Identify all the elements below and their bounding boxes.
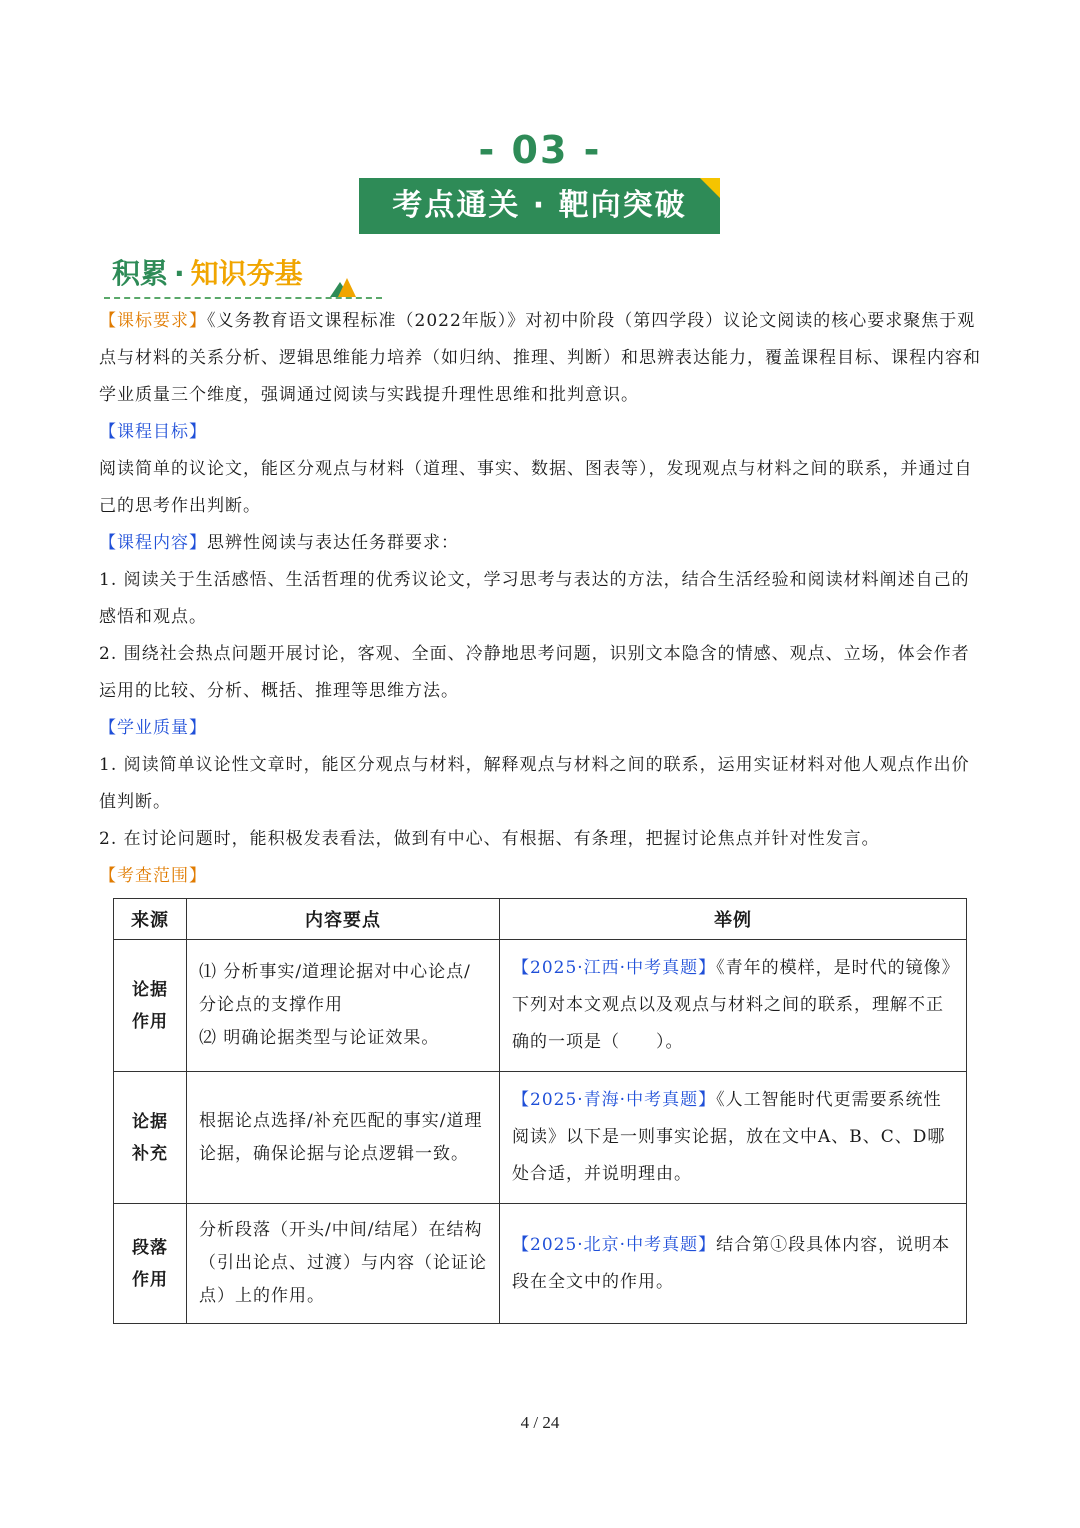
- subhead-knowledge: 知识夯基: [190, 257, 303, 290]
- banner-title: 考点通关 · 靶向突破: [392, 188, 687, 223]
- header-examples: 举例: [500, 899, 967, 940]
- academic-quality-item-1: 1. 阅读简单议论性文章时，能区分观点与材料，解释观点与材料之间的联系，运用实证材料对他人观点作出价值判断。: [99, 755, 970, 812]
- row-points: [187, 1072, 500, 1204]
- point-item: ⑴ 分析事实/道理论据对中心论点/分论点的支撑作用: [199, 962, 471, 1015]
- subhead-accumulate: 积累: [112, 257, 169, 290]
- content-body: [99, 303, 983, 895]
- point-item: 分析段落（开头/中间/结尾）在结构（引出论点、过渡）与内容（论证论点）上的作用。: [199, 1220, 487, 1306]
- example-text: 结合第①段具体内容，说明本段在全文中的作用。: [512, 1234, 951, 1292]
- example-tag: 【2025·青海·中考真题】: [512, 1090, 717, 1110]
- row-source: 段落 作用: [114, 1204, 187, 1324]
- tag-academic-quality: 【学业质量】: [99, 718, 207, 738]
- row-source: 论据 补充: [114, 1072, 187, 1204]
- banner-corner-decoration: [700, 178, 720, 198]
- header-source: 来源: [114, 899, 187, 940]
- subhead-underline: [104, 297, 382, 299]
- academic-quality-item-2: 2. 在讨论问题时，能积极发表看法，做到有中心、有根据、有条理，把握讨论焦点并针对性发言。: [99, 829, 880, 849]
- example-text: 《人工智能时代更需要系统性阅读》以下是一则事实论据，放在文中A、B、C、D哪处合适，并说明理由。: [512, 1090, 946, 1184]
- tag-exam-scope: 【考查范围】: [99, 866, 207, 886]
- example-tag: 【2025·北京·中考真题】: [512, 1234, 717, 1255]
- row-source: 论据 作用: [114, 940, 187, 1072]
- mountain-icon: [328, 276, 358, 298]
- course-content-lead: 思辨性阅读与表达任务群要求：: [207, 533, 459, 553]
- row-points: [187, 1204, 500, 1324]
- course-goal-text: 阅读简单的议论文，能区分观点与材料（道理、事实、数据、图表等），发现观点与材料之间的联系，并通过自己的思考作出判断。: [99, 459, 973, 516]
- section-banner: [359, 178, 720, 234]
- table-header-row: [114, 899, 967, 940]
- row-example: [500, 940, 967, 1072]
- subsection-heading: [112, 252, 303, 292]
- header-key-points: 内容要点: [187, 899, 500, 940]
- point-item: 根据论点选择/补充匹配的事实/道理论据，确保论据与论点逻辑一致。: [199, 1110, 483, 1164]
- point-item: ⑵ 明确论据类型与论证效果。: [199, 1028, 440, 1048]
- table-row: [114, 1072, 967, 1204]
- curriculum-requirements: [99, 303, 983, 414]
- tag-course-content: 【课程内容】: [99, 533, 207, 553]
- row-example: [500, 1072, 967, 1204]
- page-number: 4 / 24: [520, 1413, 560, 1432]
- section-number: - 03 -: [478, 128, 602, 172]
- course-content-item-2: 2. 围绕社会热点问题开展讨论，客观、全面、冷静地思考问题，识别文本隐含的情感、观点、立场，体会作者运用的比较、分析、概括、推理等思维方法。: [99, 644, 970, 701]
- example-tag: 【2025·江西·中考真题】: [512, 958, 717, 978]
- course-content-item-1: 1. 阅读关于生活感悟、生活哲理的优秀议论文，学习思考与表达的方法，结合生活经验和阅读材料阐述自己的感悟和观点。: [99, 570, 970, 627]
- curriculum-requirements-text: 《义务教育语文课程标准（2022年版）》对初中阶段（第四学段）议论文阅读的核心要求聚焦于观点与材料的关系分析、逻辑思维能力培养（如归纳、推理、判断）和思辨表达能力，覆盖课程目标、课程内容和学业质量三个维度，强调通过阅读与实践提升理性思维和批判意识。: [99, 311, 981, 405]
- table-row: [114, 940, 967, 1072]
- row-points: [187, 940, 500, 1072]
- course-content: [99, 525, 983, 562]
- table-row: [114, 1204, 967, 1324]
- tag-course-goal: 【课程目标】: [99, 422, 207, 442]
- tag-curriculum-requirements: 【课标要求】: [99, 311, 207, 331]
- example-text: 《青年的模样，是时代的镜像》下列对本文观点以及观点与材料之间的联系，理解不正确的一项是（ ）。: [512, 958, 952, 1052]
- exam-scope-table: [113, 898, 967, 1324]
- subhead-dot: ·: [174, 257, 185, 290]
- row-example: [500, 1204, 967, 1324]
